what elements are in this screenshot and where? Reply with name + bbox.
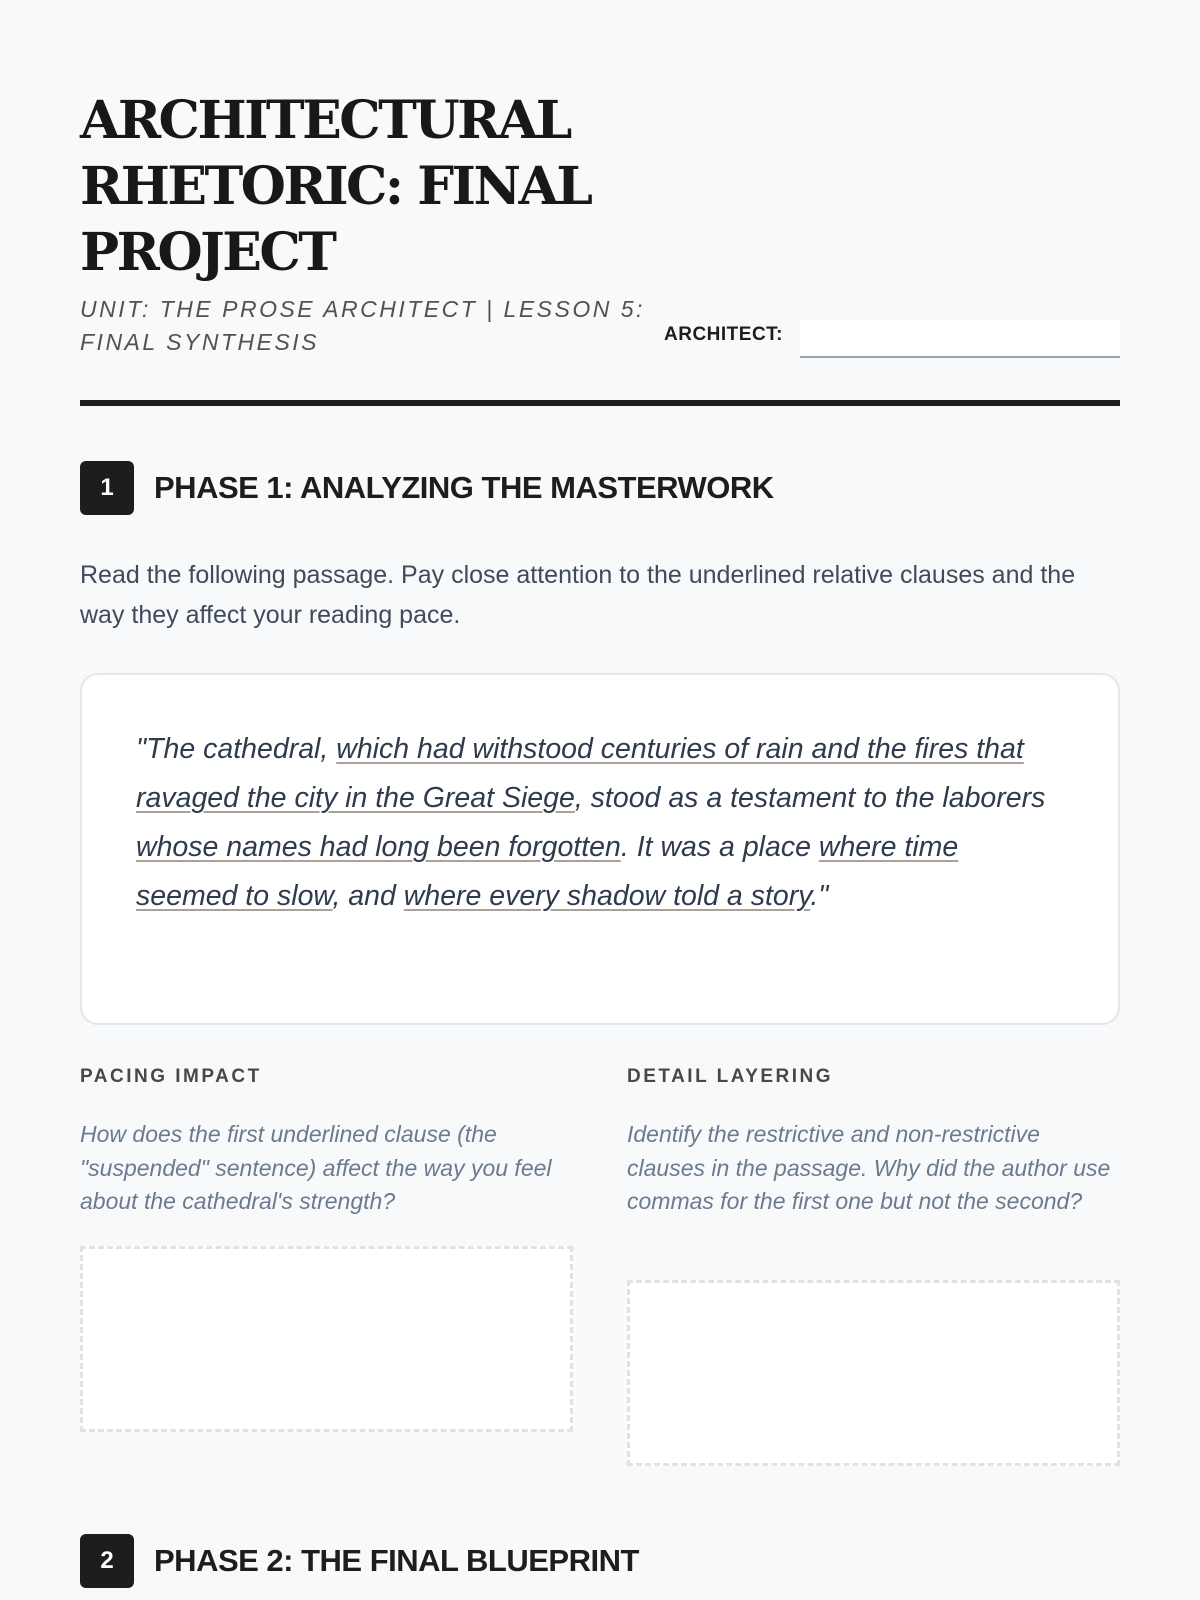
architect-label: ARCHITECT: (664, 324, 783, 345)
phase-2-title: PHASE 2: THE FINAL BLUEPRINT (154, 1543, 639, 1578)
relative-clause-1: which had withstood centuries of rain and the fires that ravaged the city in the Great Siege (136, 733, 1024, 814)
question-prompt: Identify the restrictive and non-restrictive clauses in the passage. Why did the author use commas for the first one but not the second? (627, 1121, 1111, 1214)
question-prompt: How does the first underlined clause (the "suspended" sentence) affect the way you feel about the cathedral's strength? (80, 1121, 552, 1214)
relative-clause-2: whose names had long been forgotten (136, 831, 621, 863)
relative-clause-4: where every shadow told a story (403, 880, 811, 912)
relative-clause-3: where time seemed to slow (136, 831, 959, 912)
unit-lesson-subtitle: UNIT: THE PROSE ARCHITECT | LESSON 5: FINAL SYNTHESIS (80, 296, 645, 355)
question-label: DETAIL LAYERING (627, 1066, 834, 1087)
question-pacing-impact (80, 1066, 573, 1219)
phase-1-instructions: Read the following passage. Pay close attention to the underlined relative clauses and the way they affect your reading pace. (80, 561, 1076, 629)
passage-segment: . It was a place (620, 831, 819, 863)
passage-card (80, 673, 1120, 1025)
architect-name-field[interactable] (800, 320, 1120, 358)
phase-2-heading (80, 1534, 1120, 1588)
passage-text (136, 725, 1064, 921)
phase-2-number-badge: 2 (80, 1534, 134, 1588)
passage-segment: "The cathedral, (136, 733, 337, 765)
phase-1-number-badge: 1 (80, 461, 134, 515)
question-detail-layering (627, 1066, 1120, 1219)
phase-1-title: PHASE 1: ANALYZING THE MASTERWORK (154, 470, 774, 505)
header-divider (80, 400, 1120, 406)
page-title: ARCHITECTURAL RHETORIC: FINAL PROJECT (80, 90, 591, 283)
phase-1-heading (80, 461, 1120, 515)
passage-segment: , and (332, 880, 404, 912)
detail-layering-answer-box[interactable] (627, 1280, 1120, 1466)
passage-segment: , stood as a testament to the laborers (574, 782, 1046, 814)
question-label: PACING IMPACT (80, 1066, 262, 1087)
passage-segment: ." (810, 880, 829, 912)
worksheet-header (80, 88, 1120, 408)
pacing-impact-answer-box[interactable] (80, 1246, 573, 1432)
